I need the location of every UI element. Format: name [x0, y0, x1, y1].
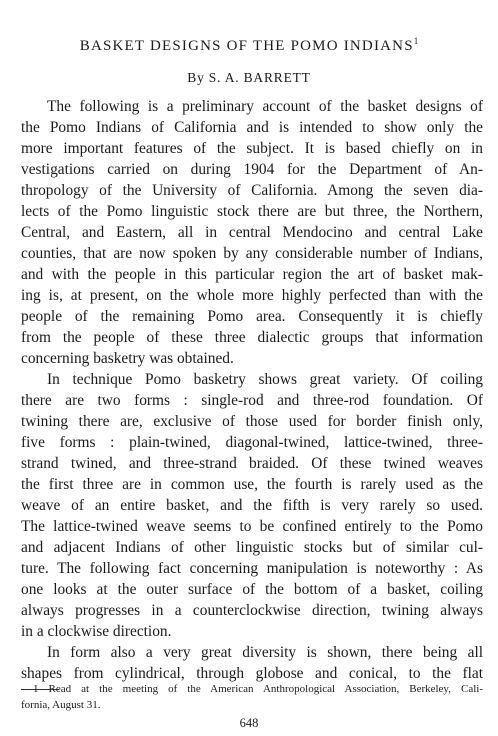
body-line: strand twined, and three-strand braided. Of these twined weaves	[21, 455, 483, 472]
author-byline: By S. A. BARRETT	[187, 70, 311, 85]
body-line: more important features of the subject. It is based chiefly on in	[21, 140, 483, 157]
body-line: there are two forms : single-rod and three-rod foundation. Of	[21, 392, 483, 409]
body-line: the first three are in common use, the fourth is rarely used as the	[21, 476, 483, 493]
body-line: ture. The following fact concerning manipulation is noteworthy : As	[21, 560, 483, 577]
body-line: concerning basketry was obtained.	[21, 350, 234, 367]
body-line: In form also a very great diversity is shown, there being all	[47, 644, 483, 661]
body-line: weave of an entire basket, and the fifth is very rarely so used.	[21, 497, 483, 514]
body-line: thropology of the University of California. Among the seven dia-	[21, 182, 483, 199]
footnote-line: fornia, August 31.	[21, 699, 101, 711]
body-line: one looks at the outer surface of the bottom of a basket, coiling	[21, 581, 483, 598]
body-line: the Pomo Indians of California and is intended to show only the	[21, 119, 483, 136]
body-line: people of the remaining Pomo area. Consequently it is chiefly	[21, 308, 483, 325]
body-line: in a clockwise direction.	[21, 623, 172, 640]
body-line: from the people of these three dialectic groups that information	[21, 329, 483, 346]
body-line: vestigations carried on during 1904 for the Department of An-	[21, 161, 483, 178]
body-line: The lattice-twined weave seems to be confined entirely to the Pomo	[21, 518, 483, 535]
body-line: In technique Pomo basketry shows great variety. Of coiling	[47, 371, 483, 388]
body-line: The following is a preliminary account of the basket designs of	[47, 98, 483, 115]
body-line: always progresses in a counterclockwise direction, twining always	[21, 602, 483, 619]
body-line: five forms : plain-twined, diagonal-twined, lattice-twined, three-	[21, 434, 483, 451]
body-line: shapes from cylindrical, through globose and conical, to the flat	[21, 665, 483, 682]
article-title: BASKET DESIGNS OF THE POMO INDIANS$^1$	[79, 36, 419, 54]
body-line: Central, and Eastern, all in central Mendocino and central Lake	[21, 224, 483, 241]
body-line: and adjacent Indians of other linguistic stocks but of similar cul-	[21, 539, 483, 556]
body-line: and with the people in this particular region the art of basket mak-	[21, 266, 483, 283]
body-line: counties, that are now spoken by any considerable number of Indians,	[21, 245, 483, 262]
footnote-marker: 1	[413, 36, 419, 46]
body-line: twining there are, exclusive of those used for border finish only,	[21, 413, 483, 430]
body-line: lects of the Pomo linguistic stock there are but three, the Northern,	[21, 203, 483, 220]
footnote-line: 1 Read at the meeting of the American Anthropological Association, Berkeley, Cali-	[33, 683, 483, 695]
page-number: 648	[239, 716, 259, 730]
body-line: ing is, at present, on the whole more highly perfected than with the	[21, 287, 483, 304]
